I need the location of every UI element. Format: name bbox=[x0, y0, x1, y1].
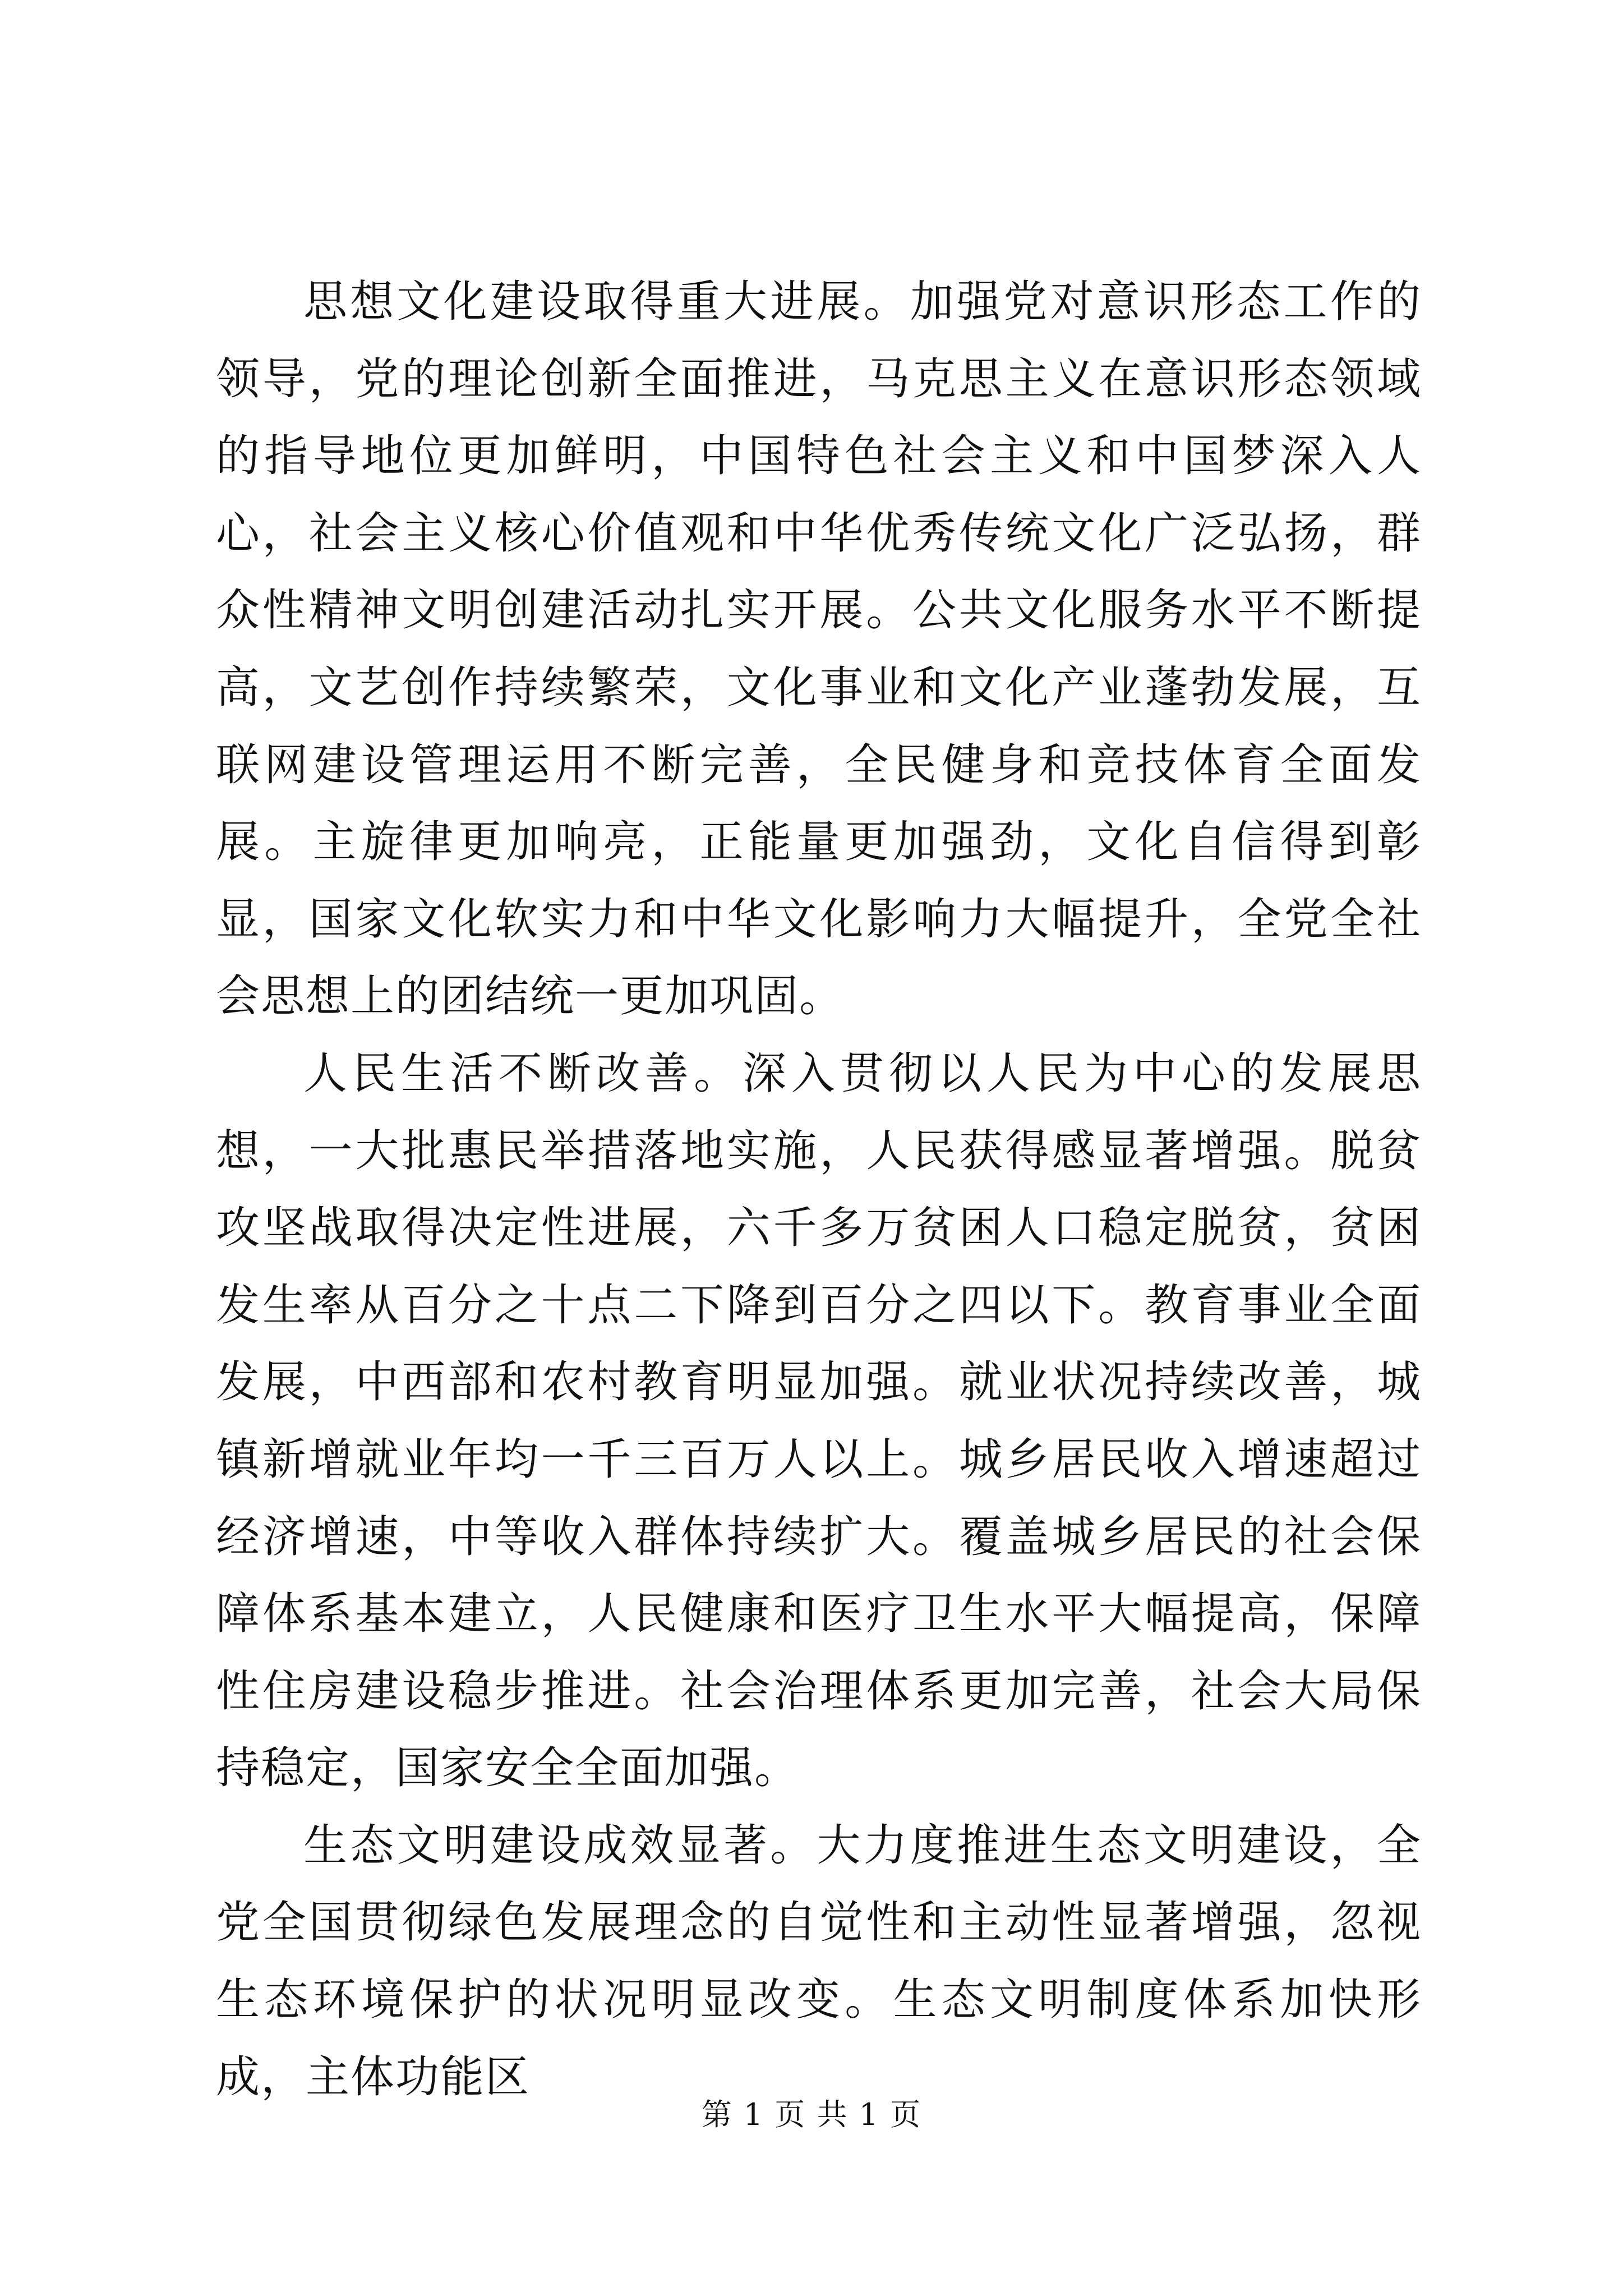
document-body bbox=[216, 264, 1422, 2116]
paragraph-ideology-culture: 思想文化建设取得重大进展。加强党对意识形态工作的领导，党的理论创新全面推进，马克思主义在意识形态领域的指导地位更加鲜明，中国特色社会主义和中国梦深入人心，社会主义核心价值观和中华优秀传统文化广泛弘扬，群众性精神文明创建活动扎实开展。公共文化服务水平不断提高，文艺创作持续繁荣，文化事业和文化产业蓬勃发展，互联网建设管理运用不断完善，全民健身和竞技体育全面发展。主旋律更加响亮，正能量更加强劲，文化自信得到彰显，国家文化软实力和中华文化影响力大幅提升，全党全社会思想上的团结统一更加巩固。 bbox=[216, 277, 1422, 1022]
paragraph-people-livelihood: 人民生活不断改善。深入贯彻以人民为中心的发展思想，一大批惠民举措落地实施，人民获得感显著增强。脱贫攻坚战取得决定性进展，六千多万贫困人口稳定脱贫，贫困发生率从百分之十点二下降到百分之四以下。教育事业全面发展，中西部和农村教育明显加强。就业状况持续改善，城镇新增就业年均一千三百万人以上。城乡居民收入增速超过经济增速，中等收入群体持续扩大。覆盖城乡居民的社会保障体系基本建立，人民健康和医疗卫生水平大幅提高，保障性住房建设稳步推进。社会治理体系更加完善，社会大局保持稳定，国家安全全面加强。 bbox=[216, 1048, 1422, 1794]
page-footer: 第 1 页 共 1 页 bbox=[701, 2097, 922, 2132]
paragraph-ecological-civilization: 生态文明建设成效显著。大力度推进生态文明建设，全党全国贯彻绿色发展理念的自觉性和主动性显著增强，忽视生态环境保护的状况明显改变。生态文明制度体系加快形成，主体功能区 bbox=[216, 1820, 1422, 2102]
